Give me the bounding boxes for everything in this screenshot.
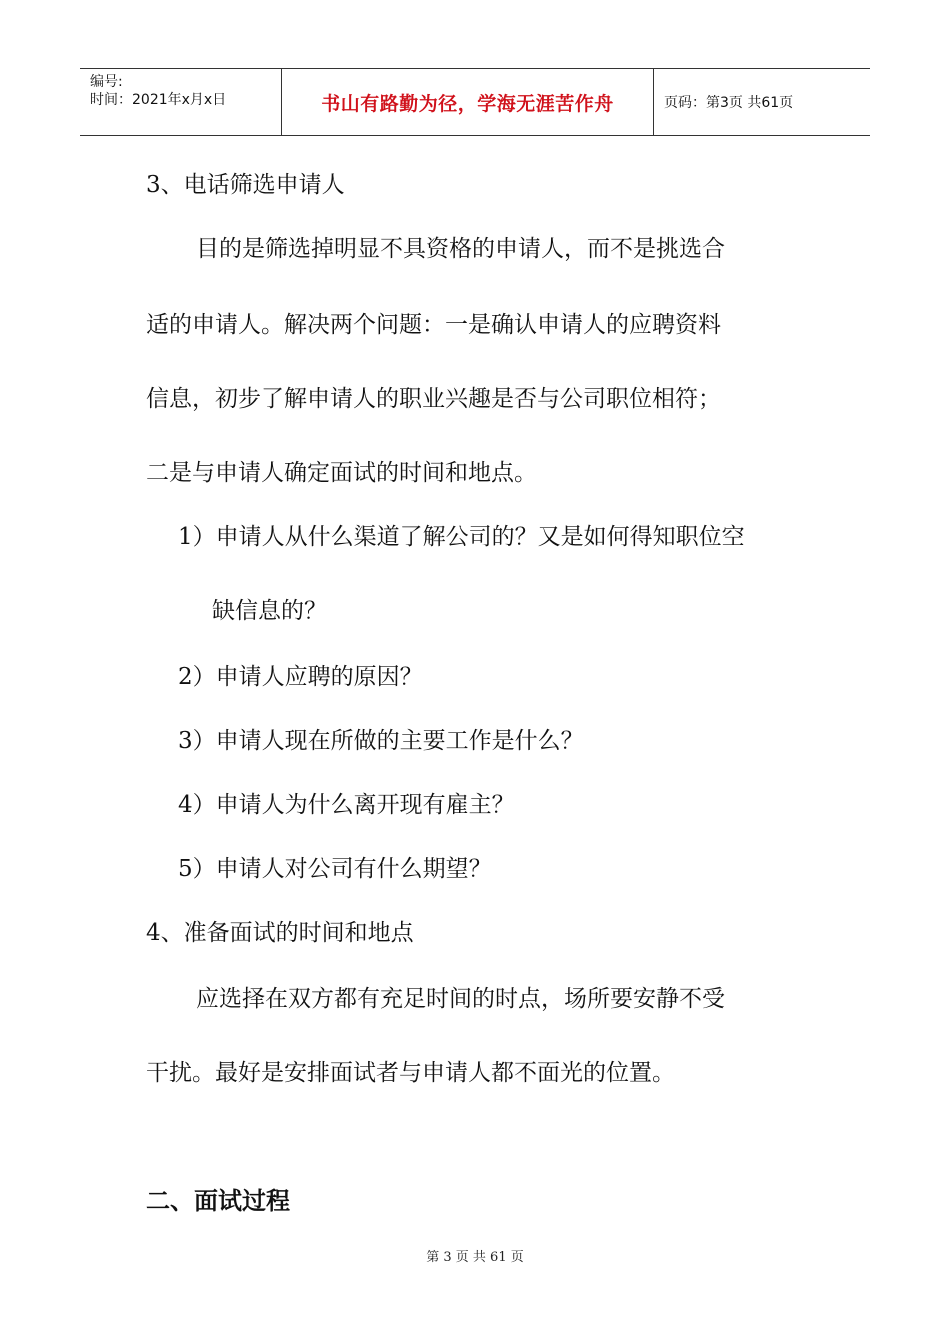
section-3-title: 3、电话筛选申请人: [146, 172, 345, 198]
question-item: 1）申请人从什么渠道了解公司的？又是如何得知职位空: [178, 524, 745, 550]
question-item: 4）申请人为什么离开现有雇主？: [178, 792, 515, 818]
header-page-info: 页码：第3页 共61页: [664, 95, 794, 111]
header-divider: [653, 69, 654, 135]
paragraph-line: 适的申请人。解决两个问题：一是确认申请人的应聘资料: [146, 312, 721, 338]
serial-label: 编号:: [90, 74, 123, 90]
question-item: 3）申请人现在所做的主要工作是什么？: [178, 728, 584, 754]
page-footer: 第 3 页 共 61 页: [426, 1250, 524, 1265]
header-meta: [90, 73, 226, 109]
question-item-continuation: 缺信息的？: [212, 598, 327, 624]
paragraph-line: 目的是筛选掉明显不具资格的申请人，而不是挑选合: [196, 236, 725, 262]
header-motto: 书山有路勤为径，学海无涯苦作舟: [321, 92, 614, 115]
section-4-title: 4、准备面试的时间和地点: [146, 920, 414, 946]
paragraph-line: 干扰。最好是安排面试者与申请人都不面光的位置。: [146, 1060, 675, 1086]
paragraph-line: 信息，初步了解申请人的职业兴趣是否与公司职位相符；: [146, 386, 721, 412]
paragraph-line: 应选择在双方都有充足时间的时点，场所要安静不受: [196, 986, 725, 1012]
paragraph-line: 二是与申请人确定面试的时间和地点。: [146, 460, 537, 486]
question-item: 5）申请人对公司有什么期望？: [178, 856, 492, 882]
page-header: [80, 68, 870, 136]
question-item: 2）申请人应聘的原因？: [178, 664, 423, 690]
section-heading-interview-process: 二、面试过程: [146, 1187, 290, 1215]
date-label: 时间：2021年x月x日: [90, 92, 227, 108]
